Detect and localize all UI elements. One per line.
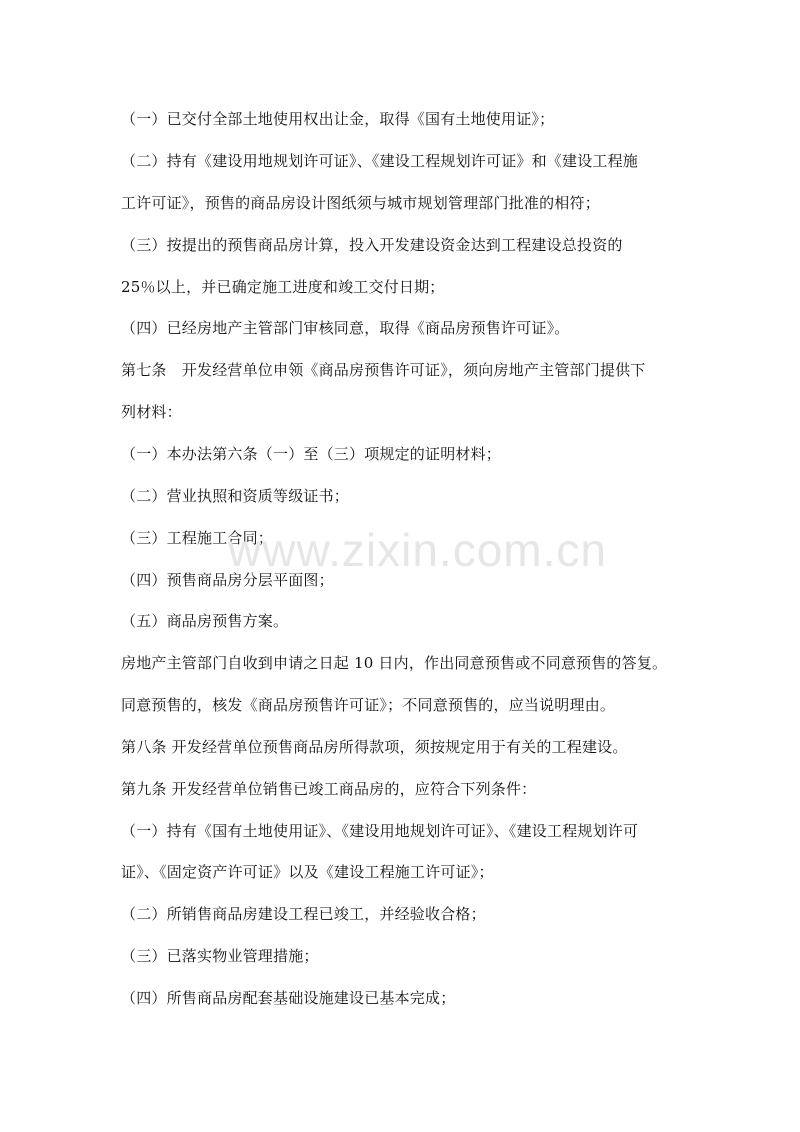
text-line: 房地产主管部门自收到申请之日起 10 日内，作出同意预售或不同意预售的答复。: [121, 654, 668, 672]
text-line: （四）已经房地产主管部门审核同意，取得《商品房预售许可证》。: [121, 319, 570, 337]
text-line: 第七条 开发经营单位申领《商品房预售许可证》，须向房地产主管部门提供下: [121, 361, 646, 379]
text-line: （三）按提出的预售商品房计算，投入开发建设资金达到工程建设总投资的: [121, 236, 623, 254]
text-line: （一）本办法第六条（一）至（三）项规定的证明材料；: [121, 445, 502, 463]
text-line: 工许可证》，预售的商品房设计图纸须与城市规划管理部门批准的相符；: [121, 194, 600, 212]
text-line: （二）持有《建设用地规划许可证》、《建设工程规划许可证》和《建设工程施: [121, 152, 639, 170]
text-line: （一）持有《国有土地使用证》、《建设用地规划许可证》、《建设工程规划许可: [121, 822, 639, 840]
text-line: （五）商品房预售方案。: [121, 612, 289, 630]
text-line: 第九条 开发经营单位销售已竣工商品房的，应符合下列条件：: [121, 780, 537, 798]
text-line: （三）已落实物业管理措施；: [121, 947, 319, 965]
text-line: （一）已交付全部土地使用权出让金，取得《国有土地使用证》；: [121, 110, 555, 128]
text-line: 列材料：: [121, 403, 182, 421]
text-line: （二）营业执照和资质等级证书；: [121, 487, 350, 505]
text-line: 证》、《固定资产许可证》以及《建设工程施工许可证》；: [121, 863, 494, 881]
text-line: （四）预售商品房分层平面图；: [121, 571, 334, 589]
text-line: 同意预售的，核发《商品房预售许可证》；不同意预售的，应当说明理由。: [121, 696, 616, 714]
text-line: （二）所销售商品房建设工程已竣工，并经验收合格；: [121, 905, 486, 923]
text-line: 25％以上，并已确定施工进度和竣工交付日期；: [121, 278, 445, 296]
watermark: www.zixin.com.cn: [228, 524, 607, 576]
text-line: 第八条 开发经营单位预售商品房所得款项，须按规定用于有关的工程建设。: [121, 738, 628, 756]
text-line: （三）工程施工合同；: [121, 529, 274, 547]
text-line: （四）所售商品房配套基础设施建设已基本完成；: [121, 989, 456, 1007]
